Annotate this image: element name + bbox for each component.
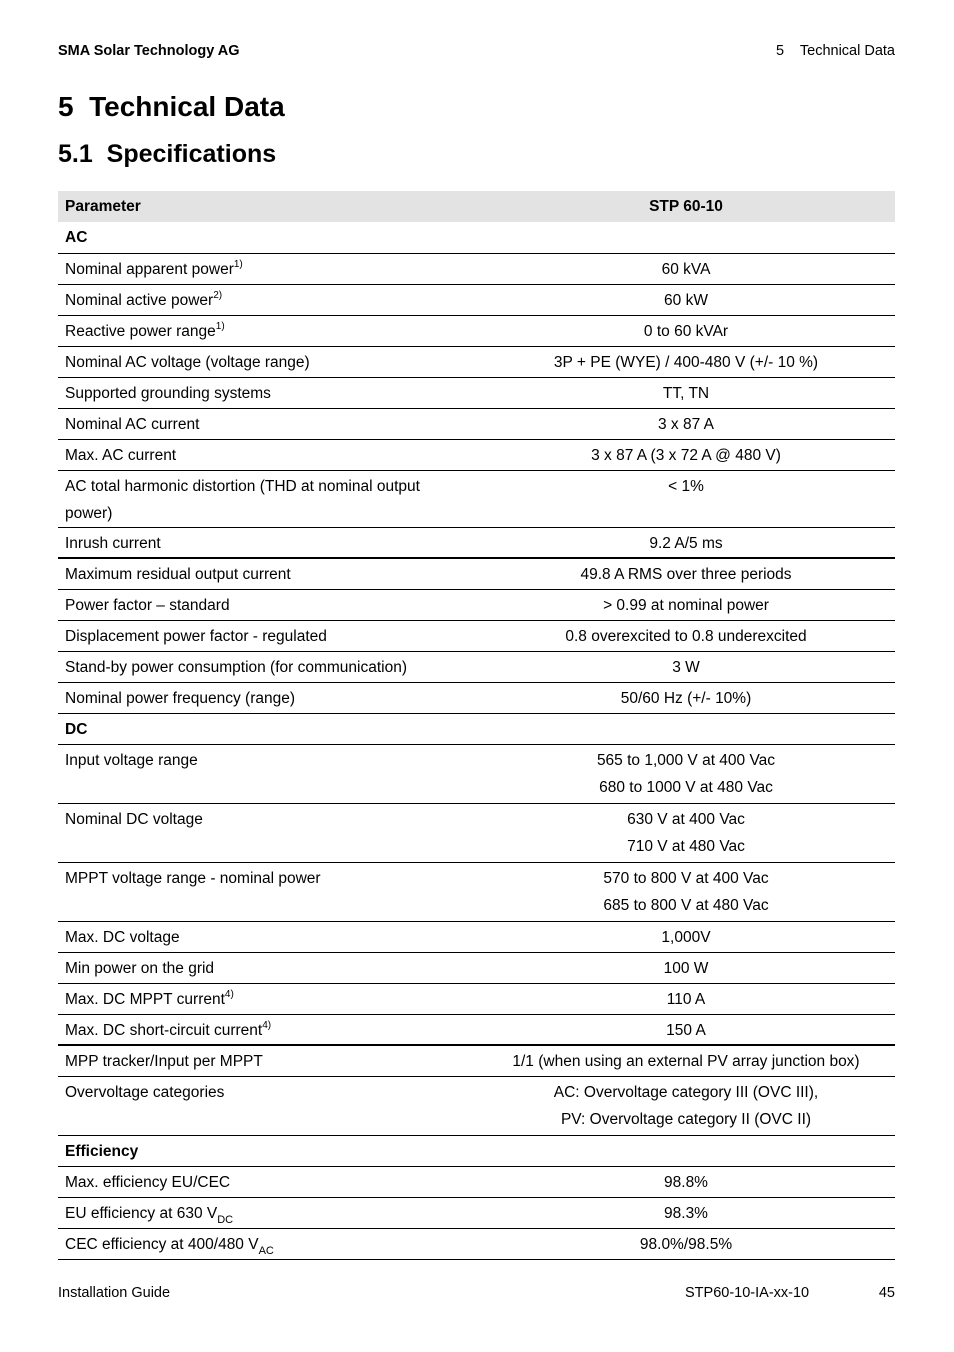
- footer-doc-code: STP60-10-IA-xx-10: [685, 1285, 810, 1301]
- parameter-label: Maximum residual output current: [65, 566, 291, 583]
- value-line: 60 kVA: [661, 260, 711, 278]
- parameter-label: Max. DC MPPT current: [65, 990, 225, 1008]
- value-cell: [477, 377, 895, 408]
- value-line: 685 to 800 V at 480 Vac: [603, 896, 769, 914]
- value-line: 630 V at 400 Vac: [627, 810, 745, 828]
- parameter-cell: [58, 682, 477, 713]
- parameter-label: Stand-by power consumption (for communication): [65, 658, 408, 676]
- value-cell: [477, 1197, 895, 1228]
- parameter-label: Reactive power range: [65, 322, 216, 340]
- table-row: [58, 744, 895, 803]
- parameter-label: Input voltage range: [65, 751, 198, 769]
- table-row: [58, 862, 895, 921]
- parameter-cell: [58, 439, 477, 470]
- value-line: 100 W: [663, 959, 709, 977]
- value-cell: [477, 1076, 895, 1135]
- parameter-label: Min power on the grid: [65, 959, 215, 977]
- value-cell: [477, 346, 895, 377]
- value-line: 49.8 A RMS over three periods: [580, 566, 792, 583]
- parameter-label: Nominal active power: [65, 291, 214, 309]
- value-line: 1/1 (when using an external PV array junction box): [512, 1053, 860, 1070]
- parameter-label: Displacement power factor - regulated: [65, 627, 327, 645]
- footer-doc-title: Installation Guide: [58, 1285, 171, 1301]
- value-line: 710 V at 480 Vac: [627, 837, 745, 855]
- value-cell: [477, 470, 895, 527]
- value-cell: [477, 558, 895, 589]
- parameter-cell: [58, 1014, 477, 1045]
- value-cell: [477, 284, 895, 315]
- table-section-row: [58, 222, 895, 253]
- value-line: > 0.99 at nominal power: [603, 596, 769, 614]
- value-line: 570 to 800 V at 400 Vac: [603, 869, 769, 887]
- section-label: AC: [58, 222, 895, 253]
- parameter-label: CEC efficiency at 400/480 V: [65, 1235, 259, 1253]
- parameter-label: Max. efficiency EU/CEC: [65, 1173, 231, 1191]
- table-row: [58, 682, 895, 713]
- value-cell: [477, 408, 895, 439]
- table-row: [58, 1166, 895, 1197]
- header-section: 5 Technical Data: [775, 43, 895, 59]
- value-cell: [477, 983, 895, 1014]
- value-line: 150 A: [666, 1021, 706, 1039]
- value-line: 0.8 overexcited to 0.8 underexcited: [565, 627, 807, 645]
- value-cell: [477, 589, 895, 620]
- parameter-cell: [58, 408, 477, 439]
- parameter-cell: [58, 589, 477, 620]
- table-row: [58, 284, 895, 315]
- value-cell: [477, 1014, 895, 1045]
- parameter-label: Overvoltage categories: [65, 1083, 225, 1101]
- value-line: 98.8%: [664, 1173, 708, 1191]
- parameter-cell: [58, 1045, 477, 1076]
- value-line: 60 kW: [664, 291, 708, 309]
- parameter-cell: [58, 921, 477, 952]
- parameter-label: Max. DC voltage: [65, 928, 180, 946]
- table-row: [58, 1228, 895, 1259]
- parameter-cell: [58, 1166, 477, 1197]
- footnote-marker: 1): [215, 320, 225, 332]
- table-row: [58, 253, 895, 284]
- parameter-cell: [58, 803, 477, 862]
- table-row: [58, 983, 895, 1014]
- parameter-cell: [58, 284, 477, 315]
- value-line: 3P + PE (WYE) / 400-480 V (+/- 10 %): [553, 353, 819, 371]
- value-line: 3 x 87 A: [657, 415, 714, 433]
- table-row: [58, 439, 895, 470]
- value-cell: [477, 1166, 895, 1197]
- table-body: [58, 222, 895, 1259]
- value-cell: [477, 315, 895, 346]
- parameter-cell: [58, 983, 477, 1014]
- value-cell: [477, 527, 895, 558]
- value-cell: [477, 651, 895, 682]
- parameter-label: Nominal power frequency (range): [65, 689, 296, 707]
- table-row: [58, 651, 895, 682]
- table-row: [58, 1045, 895, 1076]
- table-row: [58, 620, 895, 651]
- parameter-label: Supported grounding systems: [65, 384, 271, 402]
- value-line: 3 W: [672, 658, 700, 676]
- parameter-cell: [58, 1228, 477, 1259]
- value-line: 3 x 87 A (3 x 72 A @ 480 V): [591, 446, 781, 464]
- table-row: [58, 470, 895, 527]
- table-row: [58, 315, 895, 346]
- footer-page-number: 45: [878, 1285, 895, 1301]
- unit-subscript: AC: [258, 1244, 274, 1257]
- parameter-cell: [58, 952, 477, 983]
- header-company: SMA Solar Technology AG: [58, 43, 240, 59]
- parameter-cell: [58, 470, 477, 527]
- value-line: 98.3%: [664, 1204, 708, 1222]
- parameter-cell: [58, 744, 477, 803]
- section-label: Efficiency: [58, 1135, 895, 1166]
- parameter-cell: [58, 1197, 477, 1228]
- value-cell: [477, 862, 895, 921]
- parameter-label: MPP tracker/Input per MPPT: [65, 1053, 263, 1070]
- table-row: [58, 1076, 895, 1135]
- value-cell: [477, 253, 895, 284]
- value-cell: [477, 1228, 895, 1259]
- parameter-label: AC total harmonic distortion (THD at nominal output power): [65, 477, 420, 522]
- table-row: [58, 558, 895, 589]
- parameter-cell: [58, 253, 477, 284]
- table-row: [58, 803, 895, 862]
- value-cell: [477, 682, 895, 713]
- value-cell: [477, 803, 895, 862]
- table-row: [58, 921, 895, 952]
- table-row: [58, 1197, 895, 1228]
- value-line: PV: Overvoltage category II (OVC II): [560, 1110, 812, 1128]
- table-row: [58, 1014, 895, 1045]
- parameter-cell: [58, 377, 477, 408]
- value-line: 565 to 1,000 V at 400 Vac: [596, 751, 776, 769]
- section-label: DC: [58, 713, 895, 744]
- unit-subscript: DC: [217, 1213, 234, 1226]
- table-header-row: [58, 191, 895, 222]
- value-line: 50/60 Hz (+/- 10%): [620, 689, 752, 707]
- footnote-marker: 4): [224, 988, 234, 1000]
- value-cell: [477, 439, 895, 470]
- value-line: 680 to 1000 V at 480 Vac: [599, 778, 773, 796]
- table-row: [58, 377, 895, 408]
- parameter-label: MPPT voltage range - nominal power: [65, 869, 321, 887]
- parameter-cell: [58, 346, 477, 377]
- parameter-cell: [58, 651, 477, 682]
- page-title: 5 Technical Data: [58, 91, 285, 122]
- parameter-cell: [58, 620, 477, 651]
- parameter-label: Nominal AC current: [65, 415, 200, 433]
- table-row: [58, 346, 895, 377]
- value-line: 98.0%/98.5%: [639, 1235, 733, 1253]
- parameter-cell: [58, 315, 477, 346]
- column-header-parameter: Parameter: [58, 191, 477, 222]
- parameter-label: EU efficiency at 630 V: [65, 1204, 218, 1222]
- table-row: [58, 408, 895, 439]
- table-row: [58, 589, 895, 620]
- parameter-label: Power factor – standard: [65, 596, 230, 614]
- value-line: 110 A: [666, 990, 706, 1008]
- parameter-cell: [58, 558, 477, 589]
- value-cell: [477, 1045, 895, 1076]
- parameter-label: Max. DC short-circuit current: [65, 1021, 263, 1039]
- parameter-cell: [58, 862, 477, 921]
- value-line: 1,000V: [661, 928, 711, 946]
- section-title: 5.1 Specifications: [58, 140, 277, 168]
- parameter-label: Nominal DC voltage: [65, 810, 203, 828]
- value-line: 9.2 A/5 ms: [649, 534, 723, 552]
- table-row: [58, 527, 895, 558]
- value-cell: [477, 744, 895, 803]
- specifications-table: [58, 191, 895, 1260]
- value-line: 0 to 60 kVAr: [643, 322, 729, 340]
- footnote-marker: 4): [262, 1019, 272, 1031]
- parameter-label: Nominal AC voltage (voltage range): [65, 353, 310, 371]
- table-row: [58, 952, 895, 983]
- table-section-row: [58, 713, 895, 744]
- footnote-marker: 1): [233, 258, 243, 270]
- value-line: < 1%: [668, 477, 704, 495]
- parameter-cell: [58, 527, 477, 558]
- footnote-marker: 2): [213, 289, 223, 301]
- value-cell: [477, 952, 895, 983]
- value-line: TT, TN: [662, 384, 710, 402]
- parameter-cell: [58, 1076, 477, 1135]
- column-header-model: STP 60-10: [477, 191, 895, 222]
- parameter-label: Inrush current: [65, 534, 161, 552]
- table-section-row: [58, 1135, 895, 1166]
- value-cell: [477, 921, 895, 952]
- parameter-label: Max. AC current: [65, 446, 177, 464]
- value-line: AC: Overvoltage category III (OVC III),: [553, 1083, 819, 1101]
- parameter-label: Nominal apparent power: [65, 260, 234, 278]
- value-cell: [477, 620, 895, 651]
